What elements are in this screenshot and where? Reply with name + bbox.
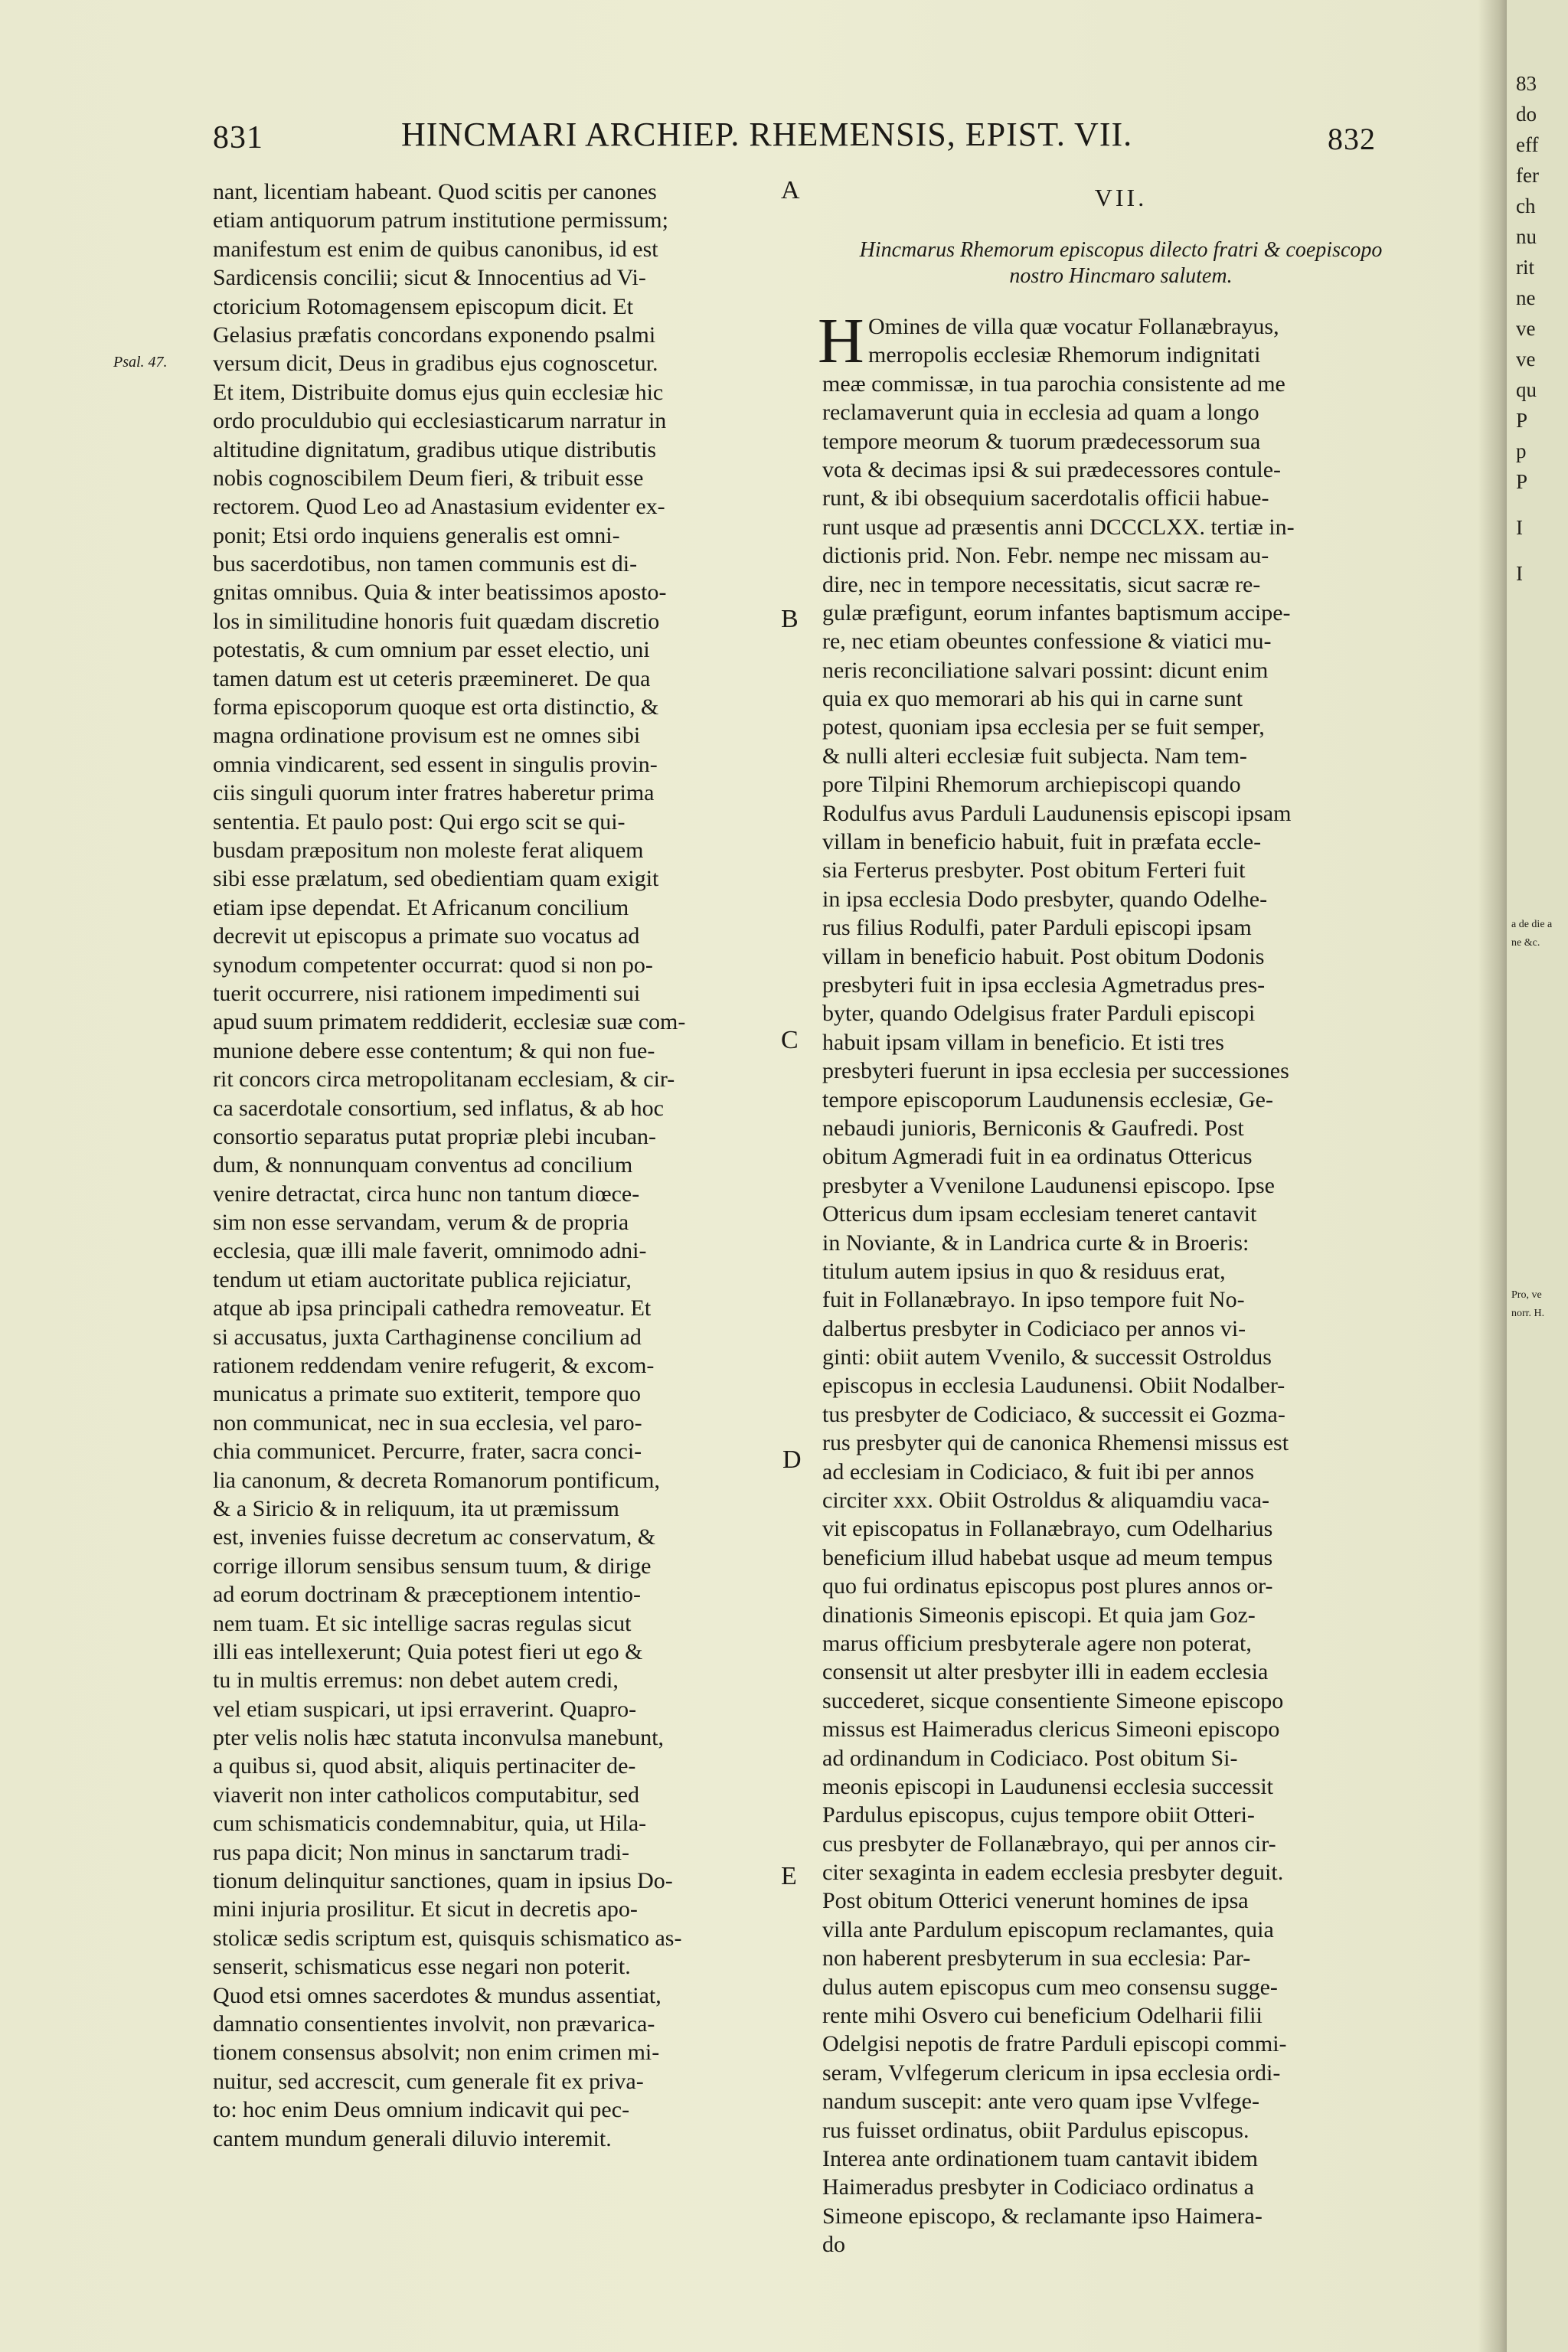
left-text-line: etiam antiquorum patrum institutione permissum; <box>213 207 668 234</box>
right-text-line: rente mihi Osvero cui beneficium Odelharii filii <box>822 2003 1263 2029</box>
left-text-line: nant, licentiam habeant. Quod scitis per canones <box>213 179 657 204</box>
left-text-line: manifestum est enim de quibus canonibus, id est <box>213 236 658 262</box>
left-text-line: omnia vindicarent, sed essent in singulis provin- <box>213 751 658 777</box>
right-text-line: Haimeradus presbyter in Codiciaco ordinatus a <box>822 2174 1254 2200</box>
right-text-line: tus presbyter de Codiciaco, & successit ei Gozma- <box>822 1401 1285 1427</box>
left-text-line: apud suum primatem reddiderit, ecclesiæ suæ com- <box>213 1009 686 1035</box>
left-text-line: rectorem. Quod Leo ad Anastasium evidenter ex- <box>213 494 665 520</box>
right-text-line: succederet, sicque consentiente Simeone episcopo <box>822 1687 1284 1713</box>
left-text-line: Quod etsi omnes sacerdotes & mundus assentiat, <box>213 1982 662 2008</box>
right-text-line: consensit ut alter presbyter illi in eadem ecclesia <box>822 1659 1269 1685</box>
right-text-line: do <box>822 2232 845 2258</box>
left-text-line: rationem reddendam venire refugerit, & excom- <box>213 1353 655 1379</box>
section-marker-b: B <box>781 605 799 633</box>
right-text-line: rus presbyter qui de canonica Rhemensi missus est <box>822 1430 1289 1456</box>
right-text-line: rus filius Rodulfi, pater Parduli episcopi ipsam <box>822 915 1252 941</box>
right-text-line: vit episcopatus in Follanæbrayo, cum Odelharius <box>822 1516 1273 1542</box>
right-text-line: Odelgisi nepotis de fratre Parduli episcopi commi- <box>822 2031 1287 2057</box>
left-text-line: tionum delinquitur sanctiones, quam in ipsius Do- <box>213 1868 673 1894</box>
adjacent-page-note: Pro, ve <box>1511 1289 1542 1301</box>
right-text-line: fuit in Follanæbrayo. In ipso tempore fuit No- <box>822 1287 1245 1313</box>
right-text-line: titulum autem ipsius in quo & residuus erat, <box>822 1258 1226 1284</box>
adjacent-page-fragment: eff <box>1516 133 1539 156</box>
left-text-line: lia canonum, & decreta Romanorum pontificum, <box>213 1467 661 1493</box>
right-text-line: ad ecclesiam in Codiciaco, & fuit ibi per annos <box>822 1459 1254 1485</box>
adjacent-page-fragment: fer <box>1516 164 1539 187</box>
right-text-line: Pardulus episcopus, cujus tempore obiit Otteri- <box>822 1802 1255 1828</box>
left-text-line: tuerit occurrere, nisi rationem impedimenti sui <box>213 980 641 1006</box>
left-text-line: corrige illorum sensibus sensum tuum, & dirige <box>213 1553 652 1579</box>
left-text-line: si accusatus, juxta Carthaginense concilium ad <box>213 1324 642 1350</box>
running-header <box>201 115 1464 168</box>
right-text-line: runt, & ibi obsequium sacerdotalis officii habue- <box>822 485 1269 511</box>
right-text-line: byter, quando Odelgisus frater Parduli episcopi <box>822 1001 1256 1027</box>
adjacent-page-fragment: ne <box>1516 286 1536 309</box>
adjacent-page-fragment: ve <box>1516 348 1536 371</box>
left-text-line: Et item, Distribuite domus ejus quin ecclesiæ hic <box>213 379 664 405</box>
right-text-line: ginti: obiit autem Vvenilo, & successit Ostroldus <box>822 1344 1272 1370</box>
right-text-line: cus presbyter de Follanæbrayo, qui per annos cir- <box>822 1831 1276 1857</box>
right-text-line: Omines de villa quæ vocatur Follanæbrayus, <box>868 314 1279 339</box>
adjacent-page-note: a de die a <box>1511 919 1553 930</box>
left-text-line: ciis singuli quorum inter fratres haberetur prima <box>213 780 655 806</box>
section-marker-e: E <box>781 1862 797 1890</box>
letter-number: VII. <box>1094 184 1148 211</box>
right-text-line: pore Tilpini Rhemorum archiepiscopi quando <box>822 772 1241 798</box>
left-text-line: venire detractat, circa hunc non tantum diœce- <box>213 1181 640 1207</box>
right-text-line: dinationis Simeonis episcopi. Et quia jam Goz- <box>822 1602 1256 1628</box>
right-text-line: circiter xxx. Obiit Ostroldus & aliquamdiu vaca- <box>822 1488 1270 1514</box>
right-text-line: meæ commissæ, in tua parochia consistente ad me <box>822 371 1285 397</box>
right-text-line: marus officium presbyterale agere non poterat, <box>822 1630 1252 1656</box>
left-text-line: nem tuam. Et sic intellige sacras regulas sicut <box>213 1610 632 1636</box>
left-text-line: sententia. Et paulo post: Qui ergo scit se qui- <box>213 808 626 835</box>
left-text-line: tamen datum est ut ceteris præemineret. De qua <box>213 665 651 691</box>
left-text-line: a quibus si, quod absit, aliquis pertinaciter de- <box>213 1753 636 1779</box>
left-text-line: viaverit non inter catholicos computabitur, sed <box>213 1782 639 1808</box>
left-text-line: versum dicit, Deus in gradibus ejus cognoscetur. <box>213 351 658 377</box>
right-text-line: dulus autem episcopus cum meo consensu sugge- <box>822 1974 1278 2000</box>
left-text-line: vel etiam suspicari, ut ipsi erraverint. Quapro- <box>213 1696 637 1722</box>
adjacent-page-note: ne &c. <box>1511 937 1540 949</box>
right-text-line: episcopus in ecclesia Laudunensi. Obiit Nodalber- <box>822 1373 1285 1399</box>
adjacent-page-fragment: ve <box>1516 317 1536 340</box>
left-text-line: municatus a primate suo extiterit, tempore quo <box>213 1381 642 1407</box>
section-marker-c: C <box>781 1026 799 1054</box>
right-text-line: reclamaverunt quia in ecclesia ad quam a longo <box>822 400 1259 426</box>
left-text-line: forma episcoporum quoque est orta distinctio, & <box>213 694 659 720</box>
left-text-line: munione debere esse contentum; & qui non fue- <box>213 1037 655 1063</box>
left-text-line: tionem consensus absolvit; non enim crimen mi- <box>213 2040 660 2066</box>
left-text-line: est, invenies fuisse decretum ac conservatum, & <box>213 1524 656 1550</box>
right-text-line: in ipsa ecclesia Dodo presbyter, quando Odelhe- <box>822 886 1268 912</box>
left-text-line: Gelasius præfatis concordans exponendo psalmi <box>213 322 656 348</box>
right-text-line: potest, quoniam ipsa ecclesia per se fuit semper, <box>822 714 1265 740</box>
gutter-shadow <box>1478 0 1508 2352</box>
right-text-line: ad ordinandum in Codiciaco. Post obitum Si- <box>822 1745 1238 1771</box>
right-text-line: citer sexaginta in eadem ecclesia presbyter deguit. <box>822 1860 1284 1886</box>
right-column-lines <box>822 312 1419 2259</box>
right-column <box>818 175 1419 2259</box>
left-text-line: pter velis nolis hæc statuta inconvulsa manebunt, <box>213 1725 665 1751</box>
left-text-line: potestatis, & cum omnium par esset electio, uni <box>213 637 650 663</box>
left-text-line: ctoricium Rotomagensem episcopum dicit. Et <box>213 293 634 319</box>
left-text-line: tendum ut etiam auctoritate publica rejiciatur, <box>213 1266 632 1292</box>
right-text-line: runt usque ad præsentis anni DCCCLXX. tertiæ in- <box>822 514 1295 540</box>
right-text-line: Interea ante ordinationem tuam cantavit ibidem <box>822 2146 1258 2171</box>
right-text-line: neris reconciliatione salvari possint: dicunt enim <box>822 657 1269 683</box>
left-text-line: mini injuria prosilitur. Et sicut in decretis apo- <box>213 1896 638 1922</box>
right-text-line: merropolis ecclesiæ Rhemorum indignitati <box>868 342 1261 368</box>
right-text-line: in Noviante, & in Landrica curte & in Broeris: <box>822 1230 1250 1256</box>
left-text-line: etiam ipse dependat. Et Africanum concilium <box>213 894 629 920</box>
right-text-line: villa ante Pardulum episcopum reclamantes, quia <box>822 1916 1274 1942</box>
left-text-line: cum schismaticis condemnabitur, quia, ut Hila- <box>213 1811 647 1837</box>
letter-salutation: Hincmarus Rhemorum episcopus dilecto fratri & coepiscopo nostro Hincmaro salutem. <box>859 238 1383 288</box>
left-text-line: bus sacerdotibus, non tamen communis est di- <box>213 551 638 577</box>
right-text-line: villam in beneficio habuit. Post obitum Dodonis <box>822 943 1265 969</box>
drop-cap: H <box>818 305 864 377</box>
right-text-line: Ottericus dum ipsam ecclesiam teneret cantavit <box>822 1201 1257 1227</box>
left-text-line: altitudine dignitatum, gradibus utique distributis <box>213 436 657 462</box>
adjacent-page-fragment: P <box>1516 409 1528 432</box>
left-text-line: atque ab ipsa principali cathedra removeatur. Et <box>213 1295 652 1321</box>
right-text-line: nandum suscepit: ante vero quam ipse Vvlfege- <box>822 2089 1259 2115</box>
right-text-line: rus fuisset ordinatus, obiit Pardulus episcopus. <box>822 2117 1250 2143</box>
left-text-line: consortio separatus putat propriæ plebi incuban- <box>213 1123 657 1149</box>
section-marker-a: A <box>781 176 800 204</box>
right-text-line: dictionis prid. Non. Febr. nempe nec missam au- <box>822 543 1269 569</box>
running-title: HINCMARI ARCHIEP. RHEMENSIS, EPIST. VII. <box>401 116 1133 153</box>
left-text-line: senserit, schismaticus esse negari non poterit. <box>213 1954 631 1980</box>
psalm-margin-note: Psal. 47. <box>113 354 168 371</box>
right-text-line: obitum Agmeradi fuit in ea ordinatus Ottericus <box>822 1144 1253 1170</box>
adjacent-page-fragment: ch <box>1516 194 1536 217</box>
adjacent-page-fragment: nu <box>1516 225 1537 248</box>
left-text-line: & a Siricio & in reliquum, ita ut præmissum <box>213 1495 619 1521</box>
adjacent-page-fragment: I <box>1516 516 1523 539</box>
left-text-line: to: hoc enim Deus omnium indicavit qui pec- <box>213 2097 630 2123</box>
adjacent-page-fragment: do <box>1516 103 1537 126</box>
letter-body <box>818 305 1419 2259</box>
left-text-line: dum, & nonnunquam conventus ad concilium <box>213 1152 633 1178</box>
adjacent-page-fragment: I <box>1516 562 1523 585</box>
adjacent-page-fragment: qu <box>1516 378 1537 401</box>
adjacent-page-fragment: rit <box>1516 256 1534 279</box>
right-text-line: sia Ferterus presbyter. Post obitum Ferteri fuit <box>822 858 1246 884</box>
adjacent-page-fragment: P <box>1516 470 1528 493</box>
right-text-line: presbyter a Vvenilone Laudunensi episcopo. Ipse <box>822 1172 1275 1198</box>
right-text-line: meonis episcopi in Laudunensi ecclesia successit <box>822 1773 1273 1799</box>
left-column-text <box>213 178 781 2153</box>
right-text-line: beneficium illud habebat usque ad meum tempus <box>822 1544 1273 1570</box>
right-text-line: presbyteri fuerunt in ipsa ecclesia per successiones <box>822 1058 1289 1084</box>
adjacent-page-edge <box>1507 0 1568 2352</box>
right-text-line: & nulli alteri ecclesiæ fuit subjecta. Nam tem- <box>822 743 1247 769</box>
left-text-line: ad eorum doctrinam & præceptionem intentio- <box>213 1582 642 1608</box>
left-text-line: ecclesia, quæ illi male faverit, omnimodo adni- <box>213 1238 647 1264</box>
left-text-line: damnatio consentientes involvit, non prævarica- <box>213 2011 655 2037</box>
left-text-line: decrevit ut episcopus a primate suo vocatus ad <box>213 923 640 949</box>
right-text-line: re, nec etiam obeuntes confessione & viatici mu- <box>822 629 1272 655</box>
adjacent-page-fragment: 83 <box>1516 72 1537 95</box>
right-text-line: dire, nec in tempore necessitatis, sicut sacræ re- <box>822 571 1261 597</box>
right-text-line: nebaudi junioris, Berniconis & Gaufredi. Post <box>822 1115 1244 1141</box>
right-text-line: Post obitum Otterici venerunt homines de ipsa <box>822 1888 1249 1914</box>
left-text-line: sim non esse servandam, verum & de propria <box>213 1210 629 1236</box>
left-text-line: nobis cognoscibilem Deum fieri, & tribuit esse <box>213 465 644 491</box>
left-text-line: rus papa dicit; Non minus in sanctarum tradi- <box>213 1839 630 1865</box>
right-text-line: villam in beneficio habuit, fuit in præfata eccle- <box>822 829 1262 855</box>
left-page-number: 831 <box>213 120 263 155</box>
adjacent-page-note: norr. H. <box>1511 1308 1545 1319</box>
right-text-line: habuit ipsam villam in beneficio. Et isti tres <box>822 1029 1224 1055</box>
right-text-line: non haberent presbyterum in sua ecclesia: Par- <box>822 1945 1251 1971</box>
right-text-line: quo fui ordinatus episcopus post plures annos or- <box>822 1573 1273 1599</box>
left-text-line: non communicat, nec in sua ecclesia, vel paro- <box>213 1410 642 1436</box>
left-text-line: magna ordinatione provisum est ne omnes sibi <box>213 723 641 749</box>
left-text-line: cantem mundum generali diluvio interemit. <box>213 2125 612 2151</box>
left-text-line: Sardicensis concilii; sicut & Innocentius ad Vi- <box>213 265 646 291</box>
left-text-line: los in similitudine honoris fuit quædam discretio <box>213 608 660 634</box>
left-text-line: tu in multis erremus: non debet autem credi, <box>213 1668 619 1694</box>
left-text-line: rit concors circa metropolitanam ecclesiam, & cir- <box>213 1067 675 1093</box>
right-text-line: Rodulfus avus Parduli Laudunensis episcopi ipsam <box>822 800 1292 826</box>
right-text-line: gulæ præfigunt, eorum infantes baptismum accipe- <box>822 599 1291 626</box>
left-text-line: ponit; Etsi ordo inquiens generalis est omni- <box>213 522 620 548</box>
right-text-line: quia ex quo memorari ab his qui in carne sunt <box>822 686 1243 712</box>
left-text-line: sibi esse prælatum, sed obedientiam quam exigit <box>213 866 659 892</box>
right-page-number: 832 <box>1328 122 1376 156</box>
left-text-line: busdam præpositum non moleste ferat aliquem <box>213 837 644 863</box>
left-text-line: chia communicet. Percurre, frater, sacra conci- <box>213 1439 642 1465</box>
right-text-line: tempore episcoporum Laudunensis ecclesiæ, Ge- <box>822 1086 1273 1112</box>
right-text-line: missus est Haimeradus clericus Simeoni episcopo <box>822 1717 1280 1743</box>
left-text-line: gnitas omnibus. Quia & inter beatissimos aposto- <box>213 580 667 606</box>
left-text-line: ordo proculdubio qui ecclesiasticarum narratur in <box>213 408 667 434</box>
left-text-line: nuitur, sed accrescit, cum generale fit ex priva- <box>213 2068 644 2094</box>
left-text-line: synodum competenter occurrat: quod si non po- <box>213 952 653 978</box>
right-text-line: dalbertus presbyter in Codiciaco per annos vi- <box>822 1315 1246 1341</box>
left-text-line: ca sacerdotale consortium, sed inflatus, & ab hoc <box>213 1095 664 1121</box>
section-marker-d: D <box>782 1446 802 1474</box>
left-text-line: stolicæ sedis scriptum est, quisquis schismatico as- <box>213 1925 682 1951</box>
left-text-line: illi eas intellexerunt; Quia potest fieri ut ego & <box>213 1638 643 1664</box>
adjacent-page-fragment: p <box>1516 439 1527 462</box>
right-text-line: presbyteri fuit in ipsa ecclesia Agmetradus pres- <box>822 972 1266 998</box>
right-text-line: seram, Vvlfegerum clericum in ipsa ecclesia ordi- <box>822 2060 1281 2086</box>
right-text-line: tempore meorum & tuorum prædecessorum sua <box>822 428 1261 454</box>
right-text-line: vota & decimas ipsi & sui prædecessores contule- <box>822 456 1282 482</box>
right-text-line: Simeone episcopo, & reclamante ipso Haimera- <box>822 2203 1263 2229</box>
